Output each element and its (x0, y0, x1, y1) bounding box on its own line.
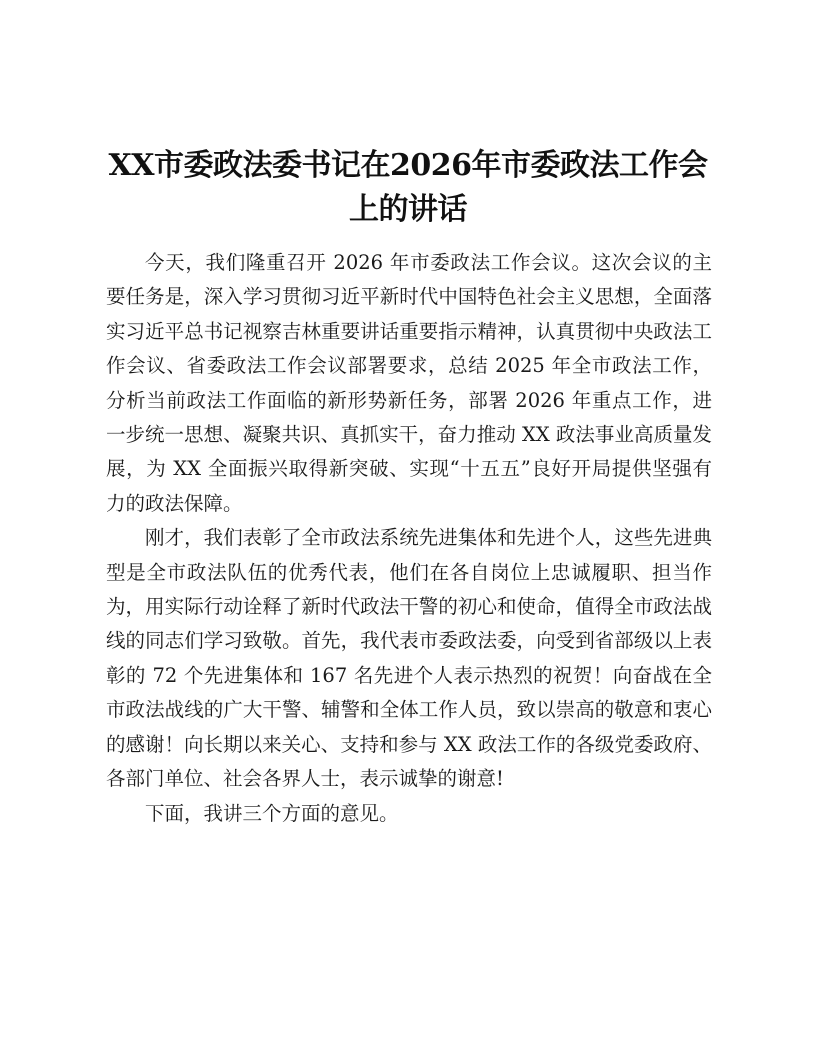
document-title: XX市委政法委书记在2026年市委政法工作会上的讲话 (108, 148, 708, 227)
document-body (106, 246, 712, 831)
paragraph-commendation: 刚才，我们表彰了全市政法系统先进集体和先进个人，这些先进典型是全市政法队伍的优秀代表，他们在各自岗位上忠诚履职、担当作为，用实际行动诠释了新时代政法干警的初心和使命，值得全市政法战线的同志们学习致敬。首先，我代表市委政法委，向受到省部级以上表彰的 72 个先进集体和 167 名先进个人表示热烈的祝贺！向奋战在全市政法战线的广大干警、辅警和全体工作人员，致以崇高的敬意和衷心的感谢！向长期以来关心、支持和参与 XX 政法工作的各级党委政府、各部门单位、社会各界人士，表示诚挚的谢意! (106, 526, 712, 791)
paragraph-outline: 下面，我讲三个方面的意见。 (145, 801, 399, 825)
paragraph-opening: 今天，我们隆重召开 2026 年市委政法工作会议。这次会议的主要任务是，深入学习贯彻习近平新时代中国特色社会主义思想，全面落实习近平总书记视察吉林重要讲话重要指示精神，认真贯彻中央政法工作会议、省委政法工作会议部署要求，总结 2025 年全市政法工作，分析当前政法工作面临的新形势新任务，部署 2026 年重点工作，进一步统一思想、凝聚共识、真抓实干，奋力推动 XX 政法事业高质量发展，为 XX 全面振兴取得新突破、实现“十五五”良好开局提供坚强有力的政法保障。 (106, 251, 712, 515)
